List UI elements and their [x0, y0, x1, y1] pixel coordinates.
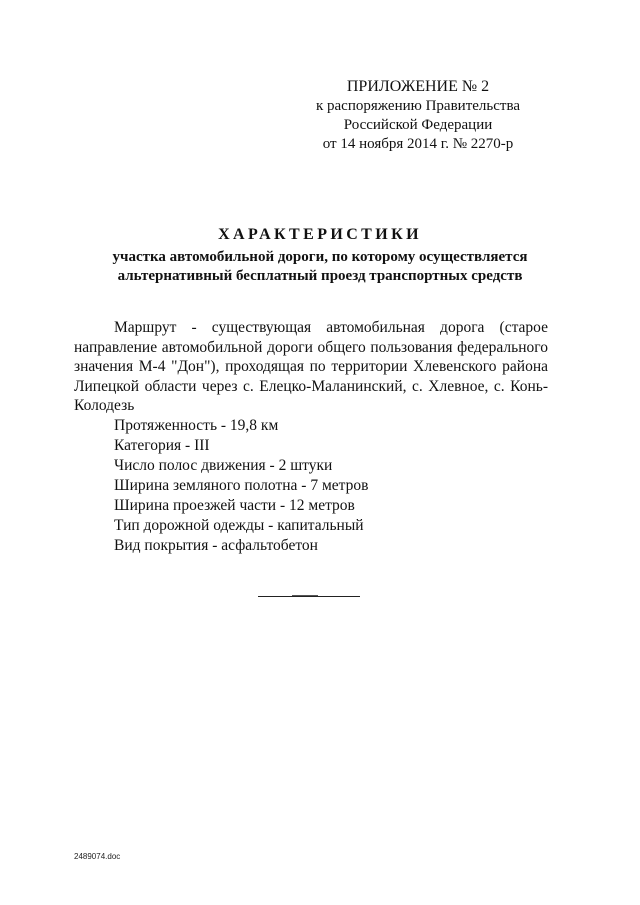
param-length: Протяженность - 19,8 км [114, 416, 279, 434]
param-lanes: Число полос движения - 2 штуки [114, 456, 333, 474]
annex-line-date-number: от 14 ноября 2014 г. № 2270-р [322, 136, 514, 152]
end-separator-line [258, 596, 360, 597]
annex-header [288, 76, 548, 154]
document-subtitle [100, 248, 540, 286]
subtitle-line-2: альтернативный бесплатный проезд транспортных средств [117, 268, 523, 284]
param-surface-type: Вид покрытия - асфальтобетон [114, 536, 318, 554]
subtitle-line-1: участка автомобильной дороги, по которому осуществляется [112, 249, 528, 265]
route-paragraph: Маршрут - существующая автомобильная дорога (старое направление автомобильной дороги общего пользования федерального значения М-4 "Дон"), проходящая по территории Хлевенского района Липецкой области через с. Елецко-Маланинский, с. Хлевное, с. Конь-Колодезь [74, 319, 548, 414]
document-title: ХАРАКТЕРИСТИКИ [218, 226, 422, 243]
param-subgrade-width: Ширина земляного полотна - 7 метров [114, 476, 369, 494]
annex-title: ПРИЛОЖЕНИЕ № 2 [346, 78, 490, 95]
annex-line-government: Российской Федерации [343, 117, 493, 133]
footer-filename: 2489074.doc [74, 852, 121, 861]
document-body [74, 318, 548, 556]
param-pavement-type: Тип дорожной одежды - капитальный [114, 516, 364, 534]
param-carriageway-width: Ширина проезжей части - 12 метров [114, 496, 355, 514]
annex-line-decree: к распоряжению Правительства [315, 98, 520, 114]
param-category: Категория - III [114, 436, 210, 454]
